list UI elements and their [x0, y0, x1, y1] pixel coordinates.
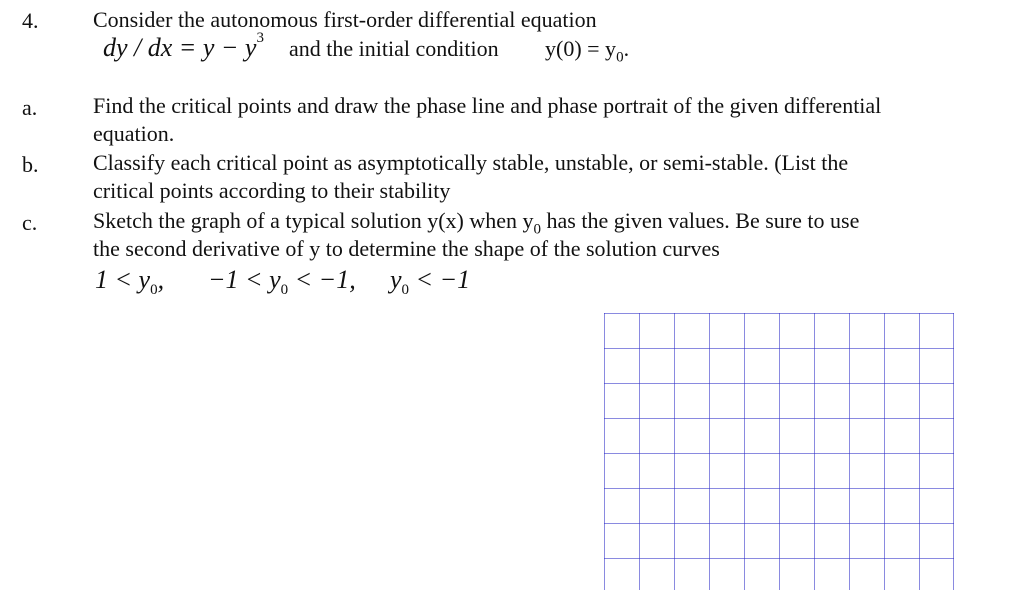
- case-3-subscript: 0: [401, 282, 410, 299]
- initial-condition-period: .: [623, 36, 630, 61]
- part-a-line1: Find the critical points and draw the phase line and phase portrait of the given differential: [93, 93, 882, 118]
- part-a-line2: equation.: [93, 121, 175, 146]
- initial-condition-subscript: 0: [616, 49, 624, 66]
- case-1-end: ,: [157, 265, 165, 294]
- case-1: [95, 265, 165, 299]
- part-b-line2: critical points according to their stability: [93, 178, 451, 203]
- case-1-text: 1 < y: [95, 265, 151, 294]
- equation-line: [103, 30, 264, 63]
- part-b-line1: Classify each critical point as asymptotically stable, unstable, or semi-stable. (List the: [93, 150, 849, 175]
- case-3-end: < −1: [409, 265, 471, 294]
- case-2: [208, 265, 356, 299]
- case-2-text: −1 < y: [208, 265, 281, 294]
- case-2-end: < −1,: [288, 265, 356, 294]
- differential-equation: dy / dx = y − y: [103, 33, 257, 62]
- sketch-grid: [604, 313, 954, 590]
- initial-condition: [545, 36, 630, 66]
- equation-connector: and the initial condition: [289, 36, 499, 61]
- case-3: [390, 265, 471, 299]
- part-c-line1: [93, 208, 860, 238]
- part-c-line1-end: has the given values. Be sure to use: [541, 208, 860, 233]
- case-2-subscript: 0: [280, 282, 289, 299]
- part-c-line1-subscript: 0: [533, 221, 542, 238]
- part-b-label: b.: [22, 152, 39, 177]
- initial-condition-text: y(0) = y: [545, 36, 617, 61]
- part-a-label: a.: [22, 95, 38, 120]
- problem-number: 4.: [22, 8, 39, 33]
- case-3-text: y: [390, 265, 402, 294]
- grid-vertical-lines: [605, 313, 954, 590]
- equation-exponent: 3: [256, 30, 264, 47]
- part-c-label: c.: [22, 210, 38, 235]
- case-1-subscript: 0: [150, 282, 158, 299]
- part-c-line2: the second derivative of y to determine the shape of the solution curves: [93, 236, 720, 261]
- part-c-line1-start: Sketch the graph of a typical solution y(x) when y: [93, 208, 534, 233]
- problem-intro: Consider the autonomous first-order differential equation: [93, 7, 597, 32]
